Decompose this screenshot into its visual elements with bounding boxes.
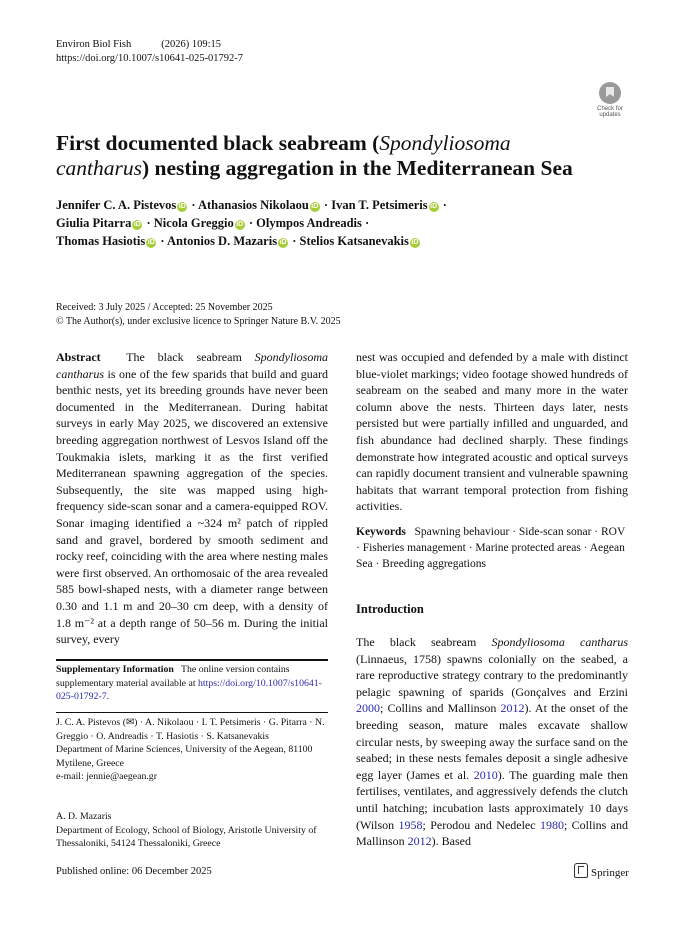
article-title [56,131,596,181]
citation-link[interactable]: 2000 [356,701,380,716]
title-epithet: cantharus [56,156,142,180]
supplementary-info [56,663,328,704]
intro-text: ; Collins and Mallinson [356,817,629,849]
abstract-label: Abstract [56,350,101,364]
check-for-updates-icon [599,82,621,104]
abstract-text-left: is one of the few sparids that build and guard benthic nests, yet its breeding grounds have never been documented in the Mediterranean. During habitat surveys in early May 2025, we discovered an extensive breeding aggregation northwest of Lesvos Island off the Toukmakia islets, marking it as the first verified Mediterranean spawning aggregation of the species. Subsequently, the site was mapped using high-frequency side-scan sonar and a camera-equipped ROV. Sonar imaging identified a ~324 m² patch of rippled sand and gravel, bordered by smooth sediment and rocky reef, coinciding with the area where nesting males were first observed. An orthomosaic of the area revealed 585 bowl-shaped nests, with a diameter range between 0.30 and 1.1 m and 20–30 cm deep, with a density of 1.8 m⁻² at a depth range of 50–56 m. During the initial survey, every [56,366,329,647]
article-dates [56,301,341,329]
affiliation-block [56,810,328,851]
intro-text: ). At the onset of the breeding season, mature males excavate shallow circular nests, by sweeping away the surface sand on the seabed; in these nests females deposit a single adhesive egg layer (James et al. [356,701,629,782]
publisher-logo [574,863,629,879]
citation-link[interactable]: 2012 [407,834,432,849]
citation-link[interactable]: 1958 [398,817,423,832]
intro-text: ). The guarding male then fertilises, ventilates, and aggressively defends the clutch until hatching; incubation lasts approximately 10 days (Wilson [356,767,629,832]
abstract-right [356,349,628,515]
section-heading-introduction: Introduction [356,602,424,616]
author-list: Jennifer C. A. Pistevos iD · Athanasios Nikolaou iD · Ivan T. Petsimeris iD · Giulia Pitarra iD · Nicola Greggio iD · Olympos Andreadis · Thomas Hasiotis iD · Antonios D. Mazaris iD · Stelios Katsanevakis iD [56,198,447,248]
orcid-icon[interactable]: iD [279,239,287,246]
contact-email[interactable]: e-mail: jennie@aegean.gr [56,771,157,782]
intro-text: ; Collins and Mallinson [380,701,497,716]
orcid-icon[interactable]: iD [236,221,244,228]
citation-link[interactable]: 1980 [539,817,564,832]
volume-info: (2026) 109:15 [161,39,222,50]
intro-text: (Linnaeus, 1758) spawns colonially on the seabed, a rare reproductive strategy contrary to the predominantly pelagic spawning of sparids (Gonçalves and Erzini [356,651,628,699]
author[interactable]: Olympos Andreadis [256,216,362,230]
author[interactable]: Athanasios Nikolaou [197,198,309,212]
orcid-icon[interactable]: iD [430,203,438,210]
keywords-text: Spawning behaviour · Side-scan sonar · ROV · Fisheries management · Marine protected areas · Aegean Sea · Breeding aggregations [356,526,626,570]
intro-text: ). Based [431,834,471,849]
abstract-species: Spondyliosoma cantharus [56,350,328,381]
check-for-updates-badge[interactable] [592,82,628,120]
affiliation-dept: Department of Marine Sciences, University of the Aegean, 81100 Mytilene, Greece [56,744,313,769]
abstract-left [56,349,328,648]
supplementary-label: Supplementary Information [56,664,174,675]
divider [56,659,328,661]
title-part2: ) nesting aggregation in the Mediterranean Sea [142,156,573,180]
divider [56,712,328,713]
author[interactable]: Stelios Katsanevakis [299,234,409,248]
affiliation-block [56,716,328,784]
author[interactable]: Giulia Pitarra [56,216,132,230]
title-genus: Spondyliosoma [379,131,511,155]
orcid-icon[interactable]: iD [411,239,419,246]
author[interactable]: Jennifer C. A. Pistevos [56,198,177,212]
keywords-label: Keywords [356,526,406,538]
running-header [56,38,243,66]
copyright-line: © The Author(s), under exclusive licence to Springer Nature B.V. 2025 [56,316,341,327]
orcid-icon[interactable]: iD [178,203,186,210]
published-date: Published online: 06 December 2025 [56,866,212,877]
orcid-icon[interactable]: iD [147,239,155,246]
affiliation-authors: A. D. Mazaris [56,811,112,822]
badge-line1: Check for [597,106,623,112]
doi-link[interactable]: https://doi.org/10.1007/s10641-025-01792-7 [56,53,244,64]
intro-text: ; Perodou and Nedelec [422,817,536,832]
keywords [356,524,628,572]
author[interactable]: Ivan T. Petsimeris [331,198,428,212]
supplementary-text: The online version contains supplementary material available at [56,664,290,689]
springer-horse-icon [574,863,588,878]
abstract-text-right: nest was occupied and defended by a male with distinct blue-violet markings; video footage showed hundreds of seabream on the seabed and many more in the water column above the nests. Thirteen days later, nests persisted but were partially infilled and unguarded, and fish abundance had declined sharply. These findings demonstrate how integrated acoustic and optical surveys can rapidly document transient and vulnerable spawning habitats that warrant temporal protection from fishing activities. [356,350,628,514]
title-part1: First documented black seabream ( [56,131,380,155]
introduction-paragraph [356,634,628,850]
intro-species: Spondyliosoma cantharus [491,635,629,649]
intro-text: The black seabream [356,635,477,649]
affiliation-authors: J. C. A. Pistevos (✉) · A. Nikolaou · I. T. Petsimeris · G. Pitarra · N. Greggio · O. Andreadis · T. Hasiotis · S. Katsanevakis [56,717,325,742]
publisher-name: Springer [591,867,629,879]
abstract-intro: The black seabream [126,350,242,364]
supplementary-link[interactable]: https://doi.org/10.1007/s10641-025-01792-7. [56,677,322,702]
received-accepted: Received: 3 July 2025 / Accepted: 25 November 2025 [56,302,273,313]
author[interactable]: Nicola Greggio [153,216,234,230]
journal-name: Environ Biol Fish [56,39,132,50]
affiliation-dept: Department of Ecology, School of Biology, Aristotle University of Thessaloniki, 54124 Thessaloniki, Greece [56,824,317,849]
author[interactable]: Thomas Hasiotis [56,234,146,248]
citation-link[interactable]: 2010 [473,767,498,782]
orcid-icon[interactable]: iD [133,221,141,228]
badge-line2: updates [599,112,621,118]
citation-link[interactable]: 2012 [500,701,525,716]
author[interactable]: Antonios D. Mazaris [167,234,278,248]
orcid-icon[interactable]: iD [311,203,319,210]
